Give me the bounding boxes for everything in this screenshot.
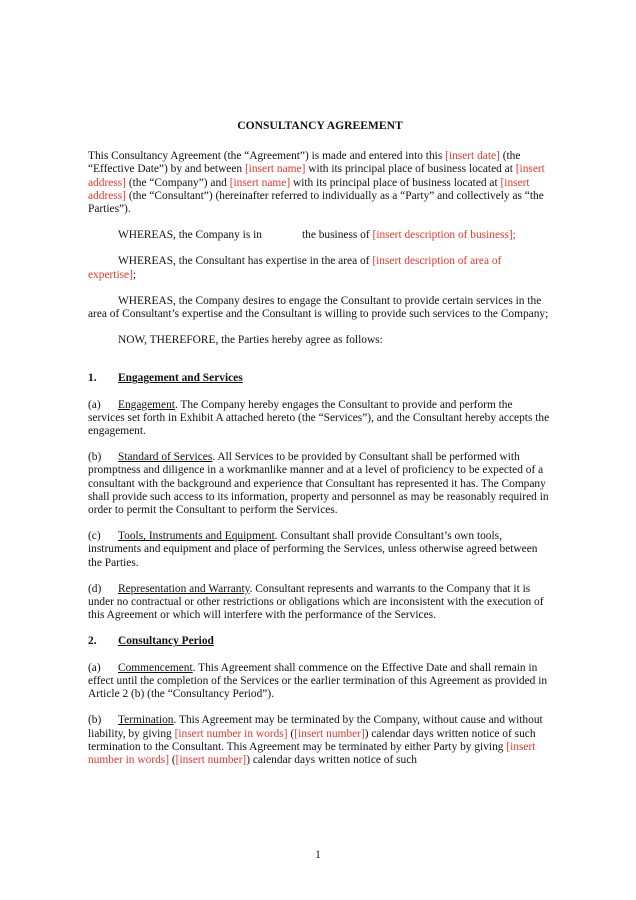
clause-label: (a) xyxy=(88,398,101,411)
clause-title: Tools, Instruments and Equipment xyxy=(118,530,275,543)
intro-text: This Consultancy Agreement (the “Agreement”) is made and entered into this xyxy=(88,150,446,163)
document-title: CONSULTANCY AGREEMENT xyxy=(237,119,403,132)
clause-text: . Consultant represents and warrants to the Company that it is under no contractual or other restrictions or obligations which are inconsistent with the execution of this Agreement or which will interfere with the performance of the Services. xyxy=(88,582,544,622)
clause-text: . This Agreement may be terminated by the Company, without cause and without liability, by giving xyxy=(88,714,543,740)
intro-text: with its principal place of business located at xyxy=(290,176,501,189)
clause-1b xyxy=(88,451,552,517)
placeholder-company-name: [insert name] xyxy=(244,163,306,176)
whereas-text: WHEREAS, the Consultant has expertise in the area of xyxy=(118,255,373,268)
clause-2b xyxy=(88,714,552,767)
intro-text: (the “Company”) and xyxy=(125,176,230,189)
clause-text: ) calendar days written notice of such xyxy=(246,753,417,766)
clause-text: ) calendar days written notice of such termination to the Consultant. This Agreement may be terminated by either Party by giving xyxy=(88,727,536,753)
placeholder-company-address: [insert address] xyxy=(88,163,545,189)
clause-text: . The Company hereby engages the Consultant to provide and perform the services set forth in Exhibit A attached hereto (the “Services”), and the Consultant hereby accepts the engagement. xyxy=(88,398,550,438)
section-number: 2. xyxy=(88,635,97,648)
intro-paragraph xyxy=(88,150,552,216)
clause-title: Commencement xyxy=(118,661,193,674)
whereas-engagement: WHEREAS, the Company desires to engage the Consultant to provide certain services in the area of Consultant’s expertise and the Consultant is willing to provide such services to the Company; xyxy=(88,294,549,321)
clause-title: Engagement xyxy=(118,398,175,411)
placeholder-number: [insert number] xyxy=(294,727,365,740)
placeholder-date: [insert date] xyxy=(445,150,500,163)
document-body xyxy=(88,119,552,780)
intro-text: with its principal place of business located at xyxy=(305,163,516,176)
clause-label: (c) xyxy=(88,530,101,543)
clause-label: (a) xyxy=(88,661,101,674)
intro-text: (the “Effective Date”) by and between xyxy=(88,150,521,176)
section-1-heading xyxy=(88,372,552,385)
placeholder-consultant-address: [insert address] xyxy=(88,176,530,202)
clause-text: . All Services to be provided by Consultant shall be performed with promptness and diligence in a workmanlike manner and at a level of proficiency to be expected of a consultant with the background and experience that Consultant has represented it has. The Company shall provide such access to its information, property and personnel as may be reasonably required in order to permit the Consultant to perform the Services. xyxy=(88,451,549,517)
now-therefore: NOW, THEREFORE, the Parties hereby agree as follows: xyxy=(118,334,383,347)
clause-1a xyxy=(88,399,552,439)
intro-text: (the “Consultant”) (hereinafter referred to individually as a “Party” and collectively as “the Parties”). xyxy=(88,189,544,216)
placeholder-number-words: [insert number in words] xyxy=(88,740,536,766)
placeholder-expertise-description: [insert description of area of expertise] xyxy=(88,255,502,281)
whereas-text: WHEREAS, the Company is in xyxy=(118,229,262,242)
placeholder-business-description: [insert description of business]; xyxy=(372,229,516,242)
clause-label: (b) xyxy=(88,714,102,727)
section-2-heading xyxy=(88,635,552,648)
section-number: 1. xyxy=(88,372,97,385)
clause-title: Representation and Warranty xyxy=(118,582,250,595)
clause-label: (d) xyxy=(88,582,102,595)
clause-title: Standard of Services xyxy=(118,451,213,464)
clause-2a xyxy=(88,662,552,702)
section-title: Engagement and Services xyxy=(118,372,243,385)
placeholder-number: [insert number] xyxy=(175,753,247,766)
clause-label: (b) xyxy=(88,451,102,464)
section-title: Consultancy Period xyxy=(118,635,214,648)
page-number: 1 xyxy=(315,849,321,861)
placeholder-number-words: [insert number in words] xyxy=(174,727,288,740)
clause-text: . Consultant shall provide Consultant’s own tools, instruments and equipment and place of performing the Services, unless otherwise agreed between the Parties. xyxy=(88,530,538,569)
clause-1d xyxy=(88,583,552,623)
whereas-business xyxy=(88,229,552,242)
clause-text: ( xyxy=(169,753,176,766)
placeholder-consultant-name: [insert name] xyxy=(229,176,291,189)
clause-title: Termination xyxy=(118,714,174,727)
clause-text: ( xyxy=(287,727,295,740)
whereas-text: ; xyxy=(132,268,137,281)
whereas-expertise xyxy=(88,255,552,281)
clause-1c xyxy=(88,530,552,570)
clause-text: . This Agreement shall commence on the Effective Date and shall remain in effect until the completion of the Services or the earlier termination of this Agreement as provided in Article 2 (b) (the “Consultancy Period”). xyxy=(88,661,548,701)
whereas-text: the business of xyxy=(301,229,373,242)
